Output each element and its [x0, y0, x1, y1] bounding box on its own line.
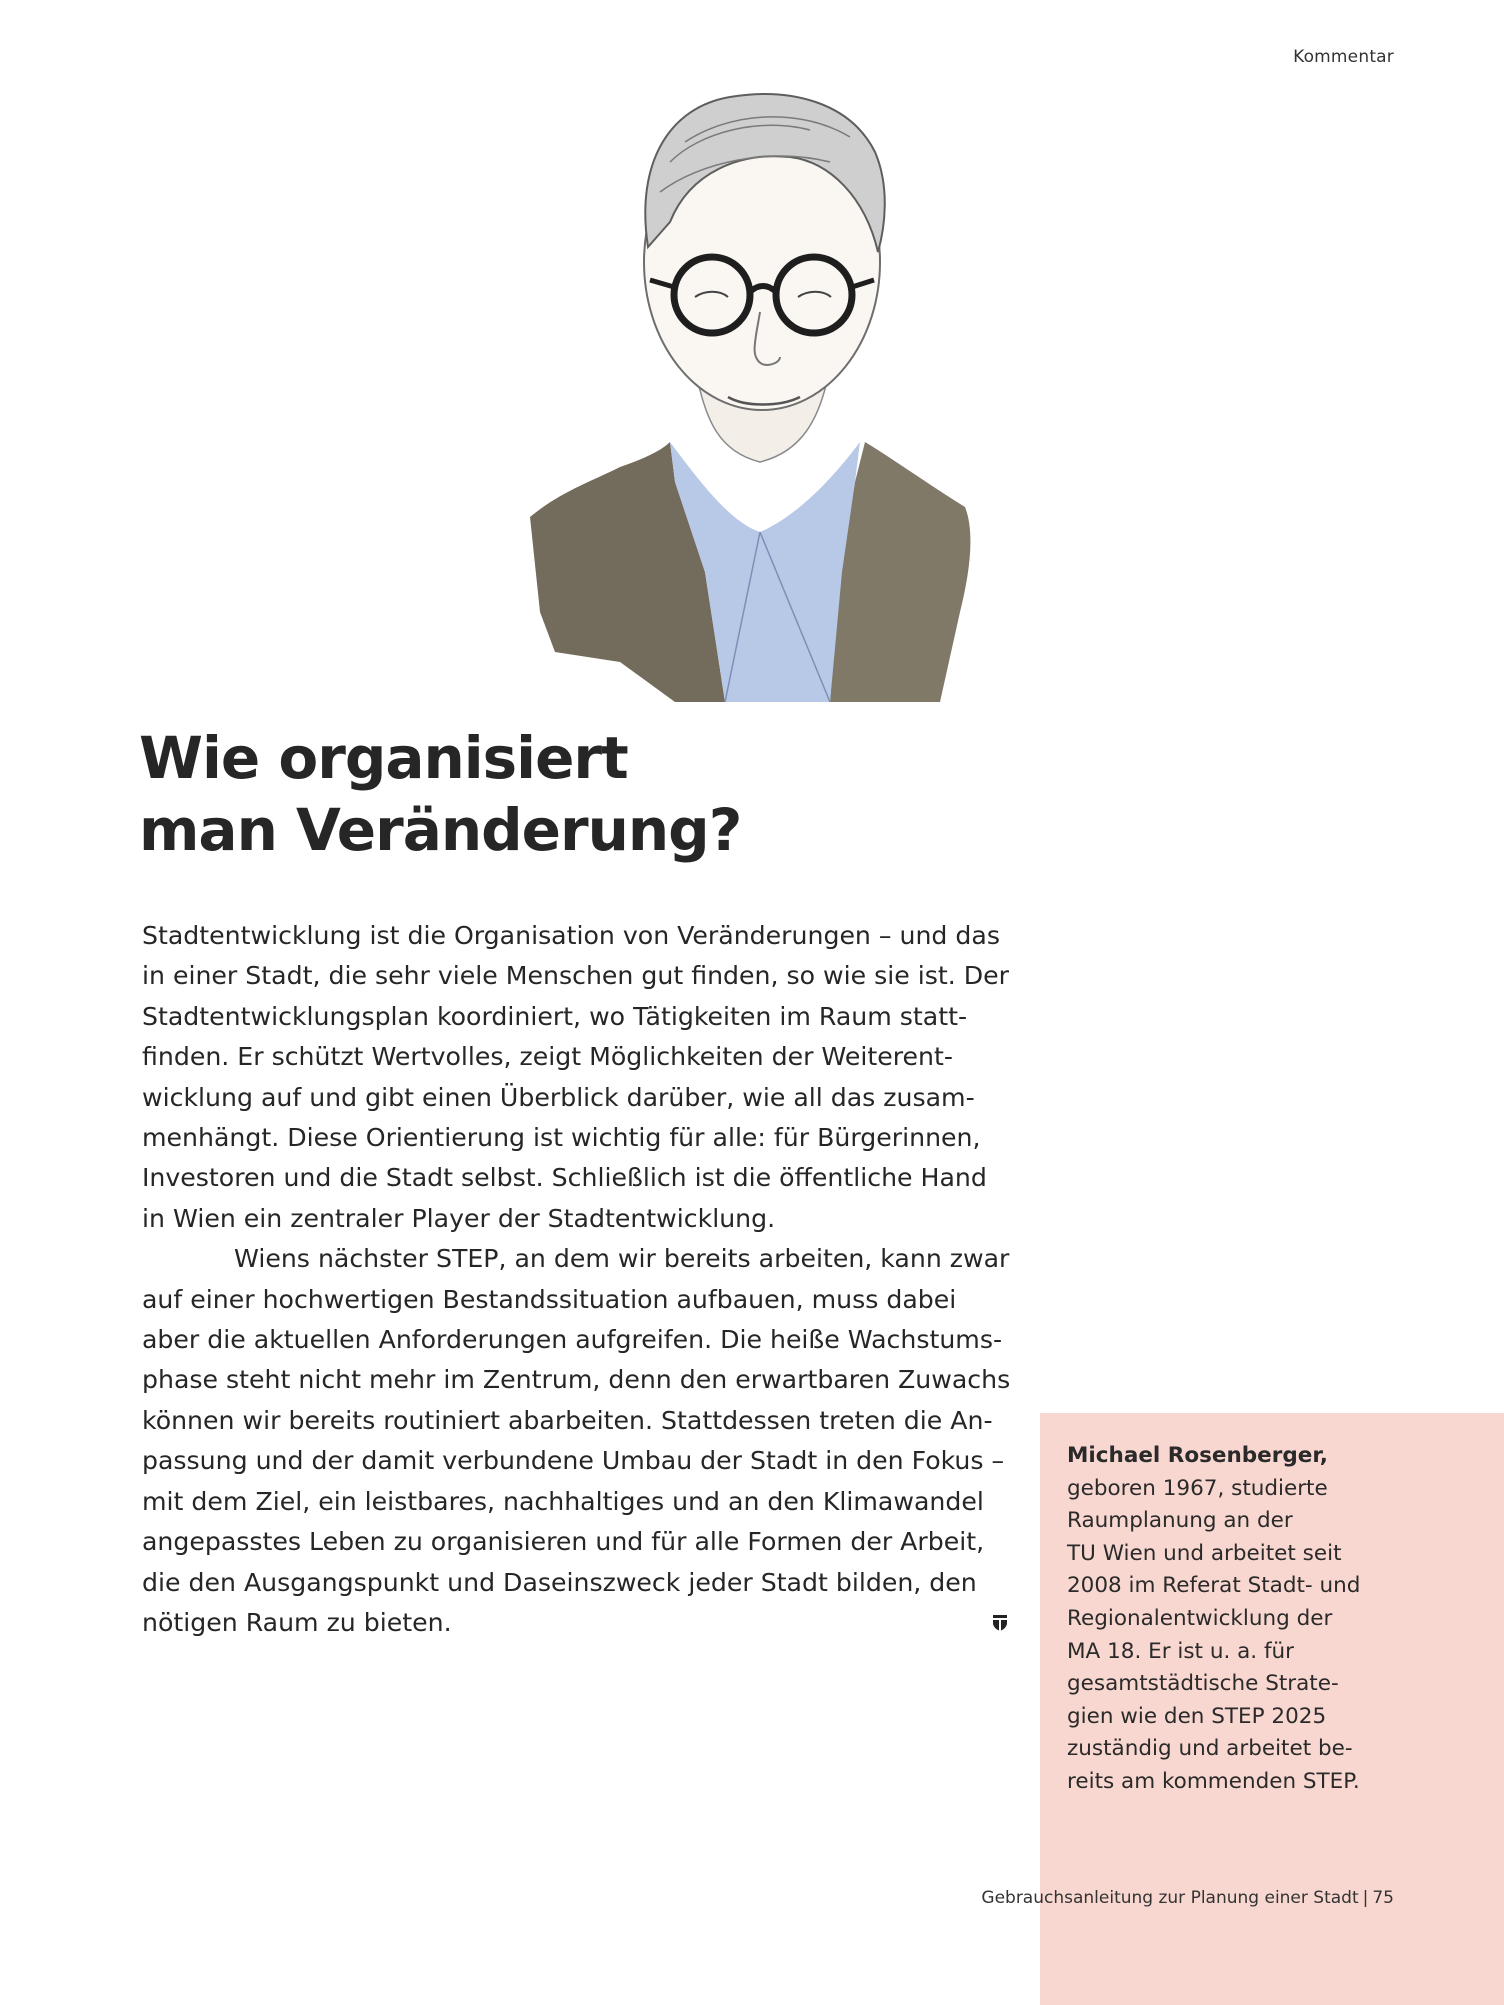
body-line: auf einer hochwertigen Bestandssituation aufbauen, muss dabei [142, 1284, 957, 1314]
body-line: Investoren und die Stadt selbst. Schließlich ist die öffentliche Hand [142, 1163, 987, 1193]
body-line: finden. Er schützt Wertvolles, zeigt Möglichkeiten der Weiterent- [142, 1042, 953, 1072]
bio-line: zuständig und arbeitet be- [1067, 1736, 1353, 1762]
body-line: in Wien ein zentraler Player der Stadtentwicklung. [142, 1203, 776, 1233]
body-line: in einer Stadt, die sehr viele Menschen gut finden, so wie sie ist. Der [142, 961, 1010, 991]
portrait-illustration [470, 12, 1030, 772]
author-bio [1067, 1440, 1487, 1799]
bio-line: Regionalentwicklung der [1067, 1605, 1333, 1631]
body-line: Wiens nächster STEP, an dem wir bereits arbeiten, kann zwar [234, 1244, 1010, 1274]
headline-line-1: Wie organisiert [139, 724, 628, 792]
body-line: die den Ausgangspunkt und Daseinszweck jeder Stadt bilden, den [142, 1567, 977, 1597]
body-line: können wir bereits routiniert abarbeiten. Stattdessen treten die An- [142, 1405, 993, 1435]
bio-line: Raumplanung an der [1067, 1508, 1293, 1534]
body-line: phase steht nicht mehr im Zentrum, denn den erwartbaren Zuwachs [142, 1365, 1011, 1395]
body-line: wicklung auf und gibt einen Überblick darüber, wie all das zusam- [142, 1082, 975, 1112]
body-line: nötigen Raum zu bieten. [142, 1607, 452, 1637]
section-label: Kommentar [1293, 47, 1394, 67]
bio-line: TU Wien und arbeitet seit [1067, 1540, 1342, 1566]
bio-line: reits am kommenden STEP. [1067, 1768, 1360, 1794]
headline [139, 722, 1039, 866]
body-text [142, 916, 1012, 1643]
footer-separator: | [1362, 1888, 1369, 1908]
body-line: menhängt. Diese Orientierung ist wichtig für alle: für Bürgerinnen, [142, 1123, 981, 1153]
body-line: Stadtentwicklungsplan koordiniert, wo Tätigkeiten im Raum statt- [142, 1001, 968, 1031]
body-line: aber die aktuellen Anforderungen aufgreifen. Die heiße Wachstums- [142, 1325, 1003, 1355]
body-line: angepasstes Leben zu organisieren und für alle Formen der Arbeit, [142, 1527, 985, 1557]
bio-line: gesamtstädtische Strate- [1067, 1671, 1339, 1697]
body-line: mit dem Ziel, ein leistbares, nachhaltiges und an den Klimawandel [142, 1486, 984, 1516]
bio-line: geboren 1967, studierte [1067, 1475, 1328, 1501]
publication-title: Gebrauchsanleitung zur Planung einer Stadt [981, 1888, 1359, 1908]
page-footer [981, 1888, 1394, 1908]
headline-line-2: man Veränderung? [139, 796, 742, 864]
page-number: 75 [1372, 1888, 1394, 1908]
bio-line: 2008 im Referat Stadt- und [1067, 1573, 1361, 1599]
bio-line: MA 18. Er ist u. a. für [1067, 1638, 1294, 1664]
vienna-shield-icon [992, 1614, 1008, 1632]
body-line: passung und der damit verbundene Umbau der Stadt in den Fokus – [142, 1446, 1005, 1476]
author-name: Michael Rosenberger, [1067, 1443, 1328, 1468]
bio-line: gien wie den STEP 2025 [1067, 1703, 1327, 1729]
body-line: Stadtentwicklung ist die Organisation von Veränderungen – und das [142, 921, 1000, 950]
